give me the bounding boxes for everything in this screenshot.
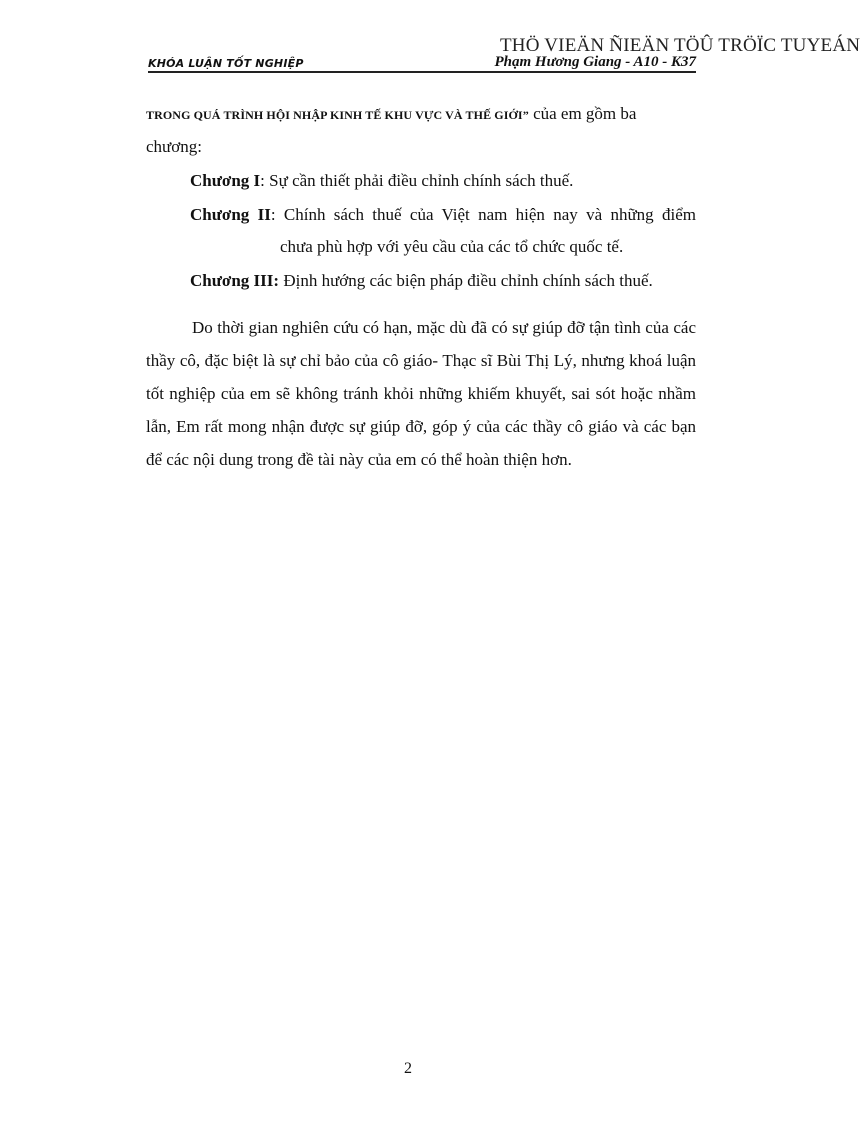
chapter-label: Chương II	[190, 205, 271, 224]
chapter-title: Chính sách thuế của Việt nam hiện nay và những điểm	[283, 205, 696, 224]
intro-line-2: chương:	[146, 137, 202, 156]
chapter-item-3	[190, 265, 696, 297]
header-title: KHÓA LUẬN TỐT NGHIỆP	[148, 57, 304, 70]
chapter-item-2: Chương II: Chính sách thuế của Việt nam hiện nay và những điểm chưa phù hợp với yêu cầu của các tổ chức quốc tế.	[190, 199, 696, 263]
chapter-title-continuation: chưa phù hợp với yêu cầu của các tổ chức quốc tế.	[280, 237, 624, 256]
intro-rest: của em gồm ba	[528, 104, 637, 123]
chapter-item-1: Chương I: Sự cần thiết phải điều chỉnh chính sách thuế.	[190, 171, 574, 190]
header-author: Phạm Hương Giang - A10 - K37	[494, 54, 696, 70]
page-body	[146, 98, 696, 476]
chapter-title: Định hướng các biện pháp điều chỉnh chính sách thuế.	[283, 271, 653, 290]
page-header	[148, 52, 696, 73]
closing-paragraph: Do thời gian nghiên cứu có hạn, mặc dù đã có sự giúp đỡ tận tình của các thầy cô, đặc biệt là sự chỉ bảo của cô giáo- Thạc sĩ Bùi Thị Lý, nhưng khoá luận tốt nghiệp của em sẽ không tránh khỏi những khiếm khuyết, sai sót hoặc nhầm lẫn, Em rất mong nhận được sự giúp đỡ, góp ý của các thầy cô giáo và các bạn để các nội dung trong đề tài này của em có thể hoàn thiện hơn.	[146, 318, 696, 469]
intro-line	[146, 98, 696, 131]
chapter-label: Chương I	[190, 171, 261, 190]
intro-caps: TRONG QUÁ TRÌNH HỘI NHẬP KINH TẾ KHU VỰC VÀ THẾ GIỚI”	[146, 108, 529, 122]
chapter-label: Chương III:	[190, 271, 280, 290]
watermark-text: THÖ VIEÄN ÑIEÄN TÖÛ TRÖÏC TUYEÁN	[500, 35, 860, 56]
page-number: 2	[404, 1060, 412, 1077]
chapter-title: Sự cần thiết phải điều chỉnh chính sách thuế.	[269, 171, 574, 190]
